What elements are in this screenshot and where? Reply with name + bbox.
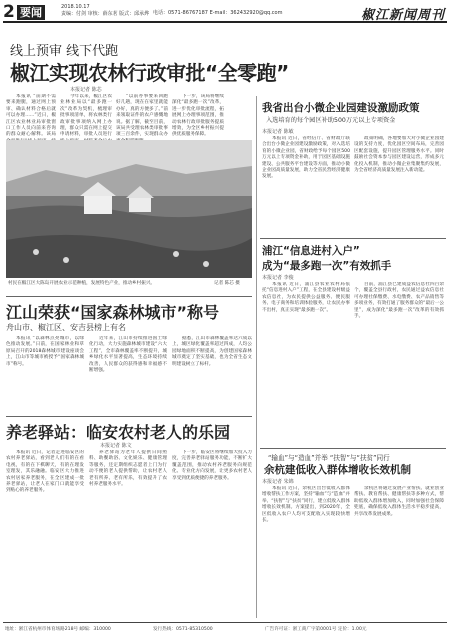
elderly-station-column-2: 养老驿站为老年人提供日间照料、助餐助浴、文化娱乐、健康管理等服务，还定期组织志愿者上门为行动不便的老人提供帮助，让农村老人老有所养、老有所乐，有效提升了农村养老服务水平。 xyxy=(89,450,167,488)
masthead-phone: 电话：0571-86767187 E-mail：362432920@qq.com xyxy=(153,10,283,16)
elderly-station-column-1: 本报讯 近日，记者走进临安区的农村养老驿站，看到老人们有的在看电视，有的在下棋聊天，有的在理发室理发，其乐融融。临安区大力推进农村居家养老服务，在全区建成一批养老驿站，让老人在家门口就能享受到贴心的养老服务。 xyxy=(6,450,84,494)
footer-license: 广告许可证：浙工商广字第0001号 定价：1.00元 xyxy=(265,627,367,632)
page-footer xyxy=(3,622,447,636)
pujiang-kicker: 浦江“信息进村入户” xyxy=(262,245,360,257)
masthead-date: 2018.10.17 xyxy=(61,4,90,10)
lead-column-3: “以前办事要来回跑好几趟，现在在家里就能办好，真的方便多了。”前来领取证件的农户感慨地说。据了解，截至目前，该局共受理农林类审批事项三百余件，实现群众办 xyxy=(116,94,168,138)
yuhang-byline: 本报记者 朱锦 xyxy=(262,479,294,485)
lead-column-4: 下一步，该局将继续深化“最多跑一次”改革，进一步优化审批流程，拓展网上办理事项范围，推动农林行政审批服务提质增效，为全区乡村振兴提供优质服务保障。 xyxy=(172,94,224,138)
pujiang-column-2: 目前，浦江县已建成益农信息社四百余个，覆盖全县行政村，农民通过益农信息社可办理社保缴费、水电缴费、农产品销售等多项业务，有效打通了服务群众的“最后一公里”，成为深化“最多跑一次”改革的有效抓手。 xyxy=(354,282,444,320)
small-park-column-2: 政策明确，各地要加大对小微企业园建设的支持力度，优化园区空间布局，完善园区配套设施，提升园区管理服务水平。同时鼓励社会资本参与园区建设运营，形成多元化投入机制，推动小微企业集聚集约发展，为全省经济高质量发展注入新动能。 xyxy=(354,136,444,174)
masthead-meta xyxy=(61,4,149,18)
lead-column-2: 今年以来，椒江区农业林业局以“最多跑一次”改革为契机，梳理审批事项清单，将农林类行政审批事项纳入网上办理，群众只需在网上提交申请材料，审批人员进行 xyxy=(60,94,112,138)
masthead xyxy=(3,3,447,23)
divider xyxy=(6,296,252,297)
forest-city-column-2: 近年来，江山市持续推进国土绿化行动，大力实施森林城市建设“六大工程”，全市森林覆盖率不断提升，城乡绿化水平显著提高，生态环境持续改善，人民群众的获得感和幸福感不断增强。 xyxy=(89,336,167,374)
lead-column-1: 本报讯 “前期不需要来跑腿，通过网上预审、确认材料合格后就可以办理……”近日，椒江区农业林业局审批窗口工作人员向前来咨询的群众耐心解释。该局 xyxy=(6,94,56,138)
column-divider xyxy=(256,96,257,618)
yuhang-headline: 余杭建低收入群体增收长效机制 xyxy=(264,464,411,476)
divider xyxy=(260,238,446,239)
yuhang-column-2: 余杭区将通过发展产业帮扶、就业创业帮扶、教育帮扶、健康帮扶等多种方式，帮助低收入群体增加收入，同时加强社会保障兜底，确保低收入群体生活水平稳步提高，共享改革发展成果。 xyxy=(354,486,444,517)
lead-byline: 本报记者 陈芯 xyxy=(70,87,102,93)
elderly-station-byline: 本报记者 陈文 xyxy=(100,443,132,449)
photo-caption: 村民在椒江区大陈岛开展农业示范种植，发展特色产业，推动乡村振兴。 xyxy=(8,281,156,286)
forest-city-subheadline: 舟山市、椒江区、安吉县榜上有名 xyxy=(6,323,126,332)
pujiang-byline: 本报记者 李俊 xyxy=(262,275,294,281)
elderly-station-headline: 养老驿站：临安农村老人的乐园 xyxy=(6,423,231,442)
forest-city-column-3: 据悉，江山市森林覆盖率达六成以上，城区绿化覆盖率超过四成，人均公园绿地面积不断提高，为创建国家森林城市奠定了坚实基础，也为全省生态文明建设树立了标杆。 xyxy=(172,336,252,367)
footer-hotline: 发行热线：0571-85310500 xyxy=(153,627,213,632)
yuhang-column-1: 本报讯 近日，余杭区出台低收入群体增收帮扶工作方案，坚持“输血”与“造血”并举、“扶智”与“扶贫”同行，建立低收入群体增收长效机制。方案提出，到2020年，全区低收入农户人均可支配收入实现较快增长。 xyxy=(262,486,350,524)
rural-photo-graphic xyxy=(6,140,252,278)
forest-city-column-1: 本报讯 “以森林点亮城市，以绿色推动发展。”日前，在国家林业和草原局召开的2018森林城市建设座谈会上，江山市等城市被授予“国家森林城市”称号。 xyxy=(6,336,84,367)
small-park-subheadline: 入选培育的每个园区补助500万元以上专项资金 xyxy=(266,117,396,124)
small-park-column-1: 本报讯 近日，省经信厅、省财政厅联合出台小微企业园建设激励政策，对入选培育的小微企业园，省财政给予每个园区500万元以上专项资金补助，用于园区基础设施建设、公共服务平台建设等方面，推动小微企业园高质量发展，助力全省民营经济健康发展。 xyxy=(262,136,350,180)
page-number: 2 xyxy=(3,2,15,22)
yuhang-kicker: “输血”与“造血”并举 “扶智”与“扶贫”同行 xyxy=(268,454,390,462)
lead-headline: 椒江实现农林行政审批“全零跑” xyxy=(10,61,289,85)
rural-photo xyxy=(6,140,252,278)
divider xyxy=(260,448,446,449)
lead-kicker: 线上预审 线下代跑 xyxy=(10,44,119,59)
photo-credit: 记者 陈芯 摄 xyxy=(214,281,240,286)
divider xyxy=(6,416,252,417)
elderly-station-column-3: 下一步，临安区将继续加大投入力度，完善养老驿站服务功能，不断扩大覆盖范围，推动农村养老服务向规范化、专业化方向发展，让更多农村老人享受到优质便捷的养老服务。 xyxy=(172,450,252,481)
pujiang-headline: 成为“最多跑一次”有效抓手 xyxy=(262,260,392,272)
newspaper-brand: 椒江新闻周刊 xyxy=(360,8,445,23)
small-park-byline: 本报记者 陈敏 xyxy=(262,129,294,135)
pujiang-column-1: 本报讯 近日，浦江县农业农村局依托“信息进村入户”工程，在全县建设村级益农信息社，为农民提供公益服务、便民服务、电子商务和培训体验服务，让农民办事不出村，真正实现“最多跑一次”。 xyxy=(262,282,350,313)
forest-city-headline: 江山荣获“国家森林城市”称号 xyxy=(6,303,220,322)
small-park-headline: 我省出台小微企业园建设激励政策 xyxy=(262,102,420,114)
footer-address: 地址：浙江省杭州市体育场路218号 邮编：310000 xyxy=(5,627,111,632)
masthead-editor: 责编：付剑 审核：薛东茗 版式：邱承烨 xyxy=(61,11,150,17)
section-label: 要闻 xyxy=(17,5,45,20)
